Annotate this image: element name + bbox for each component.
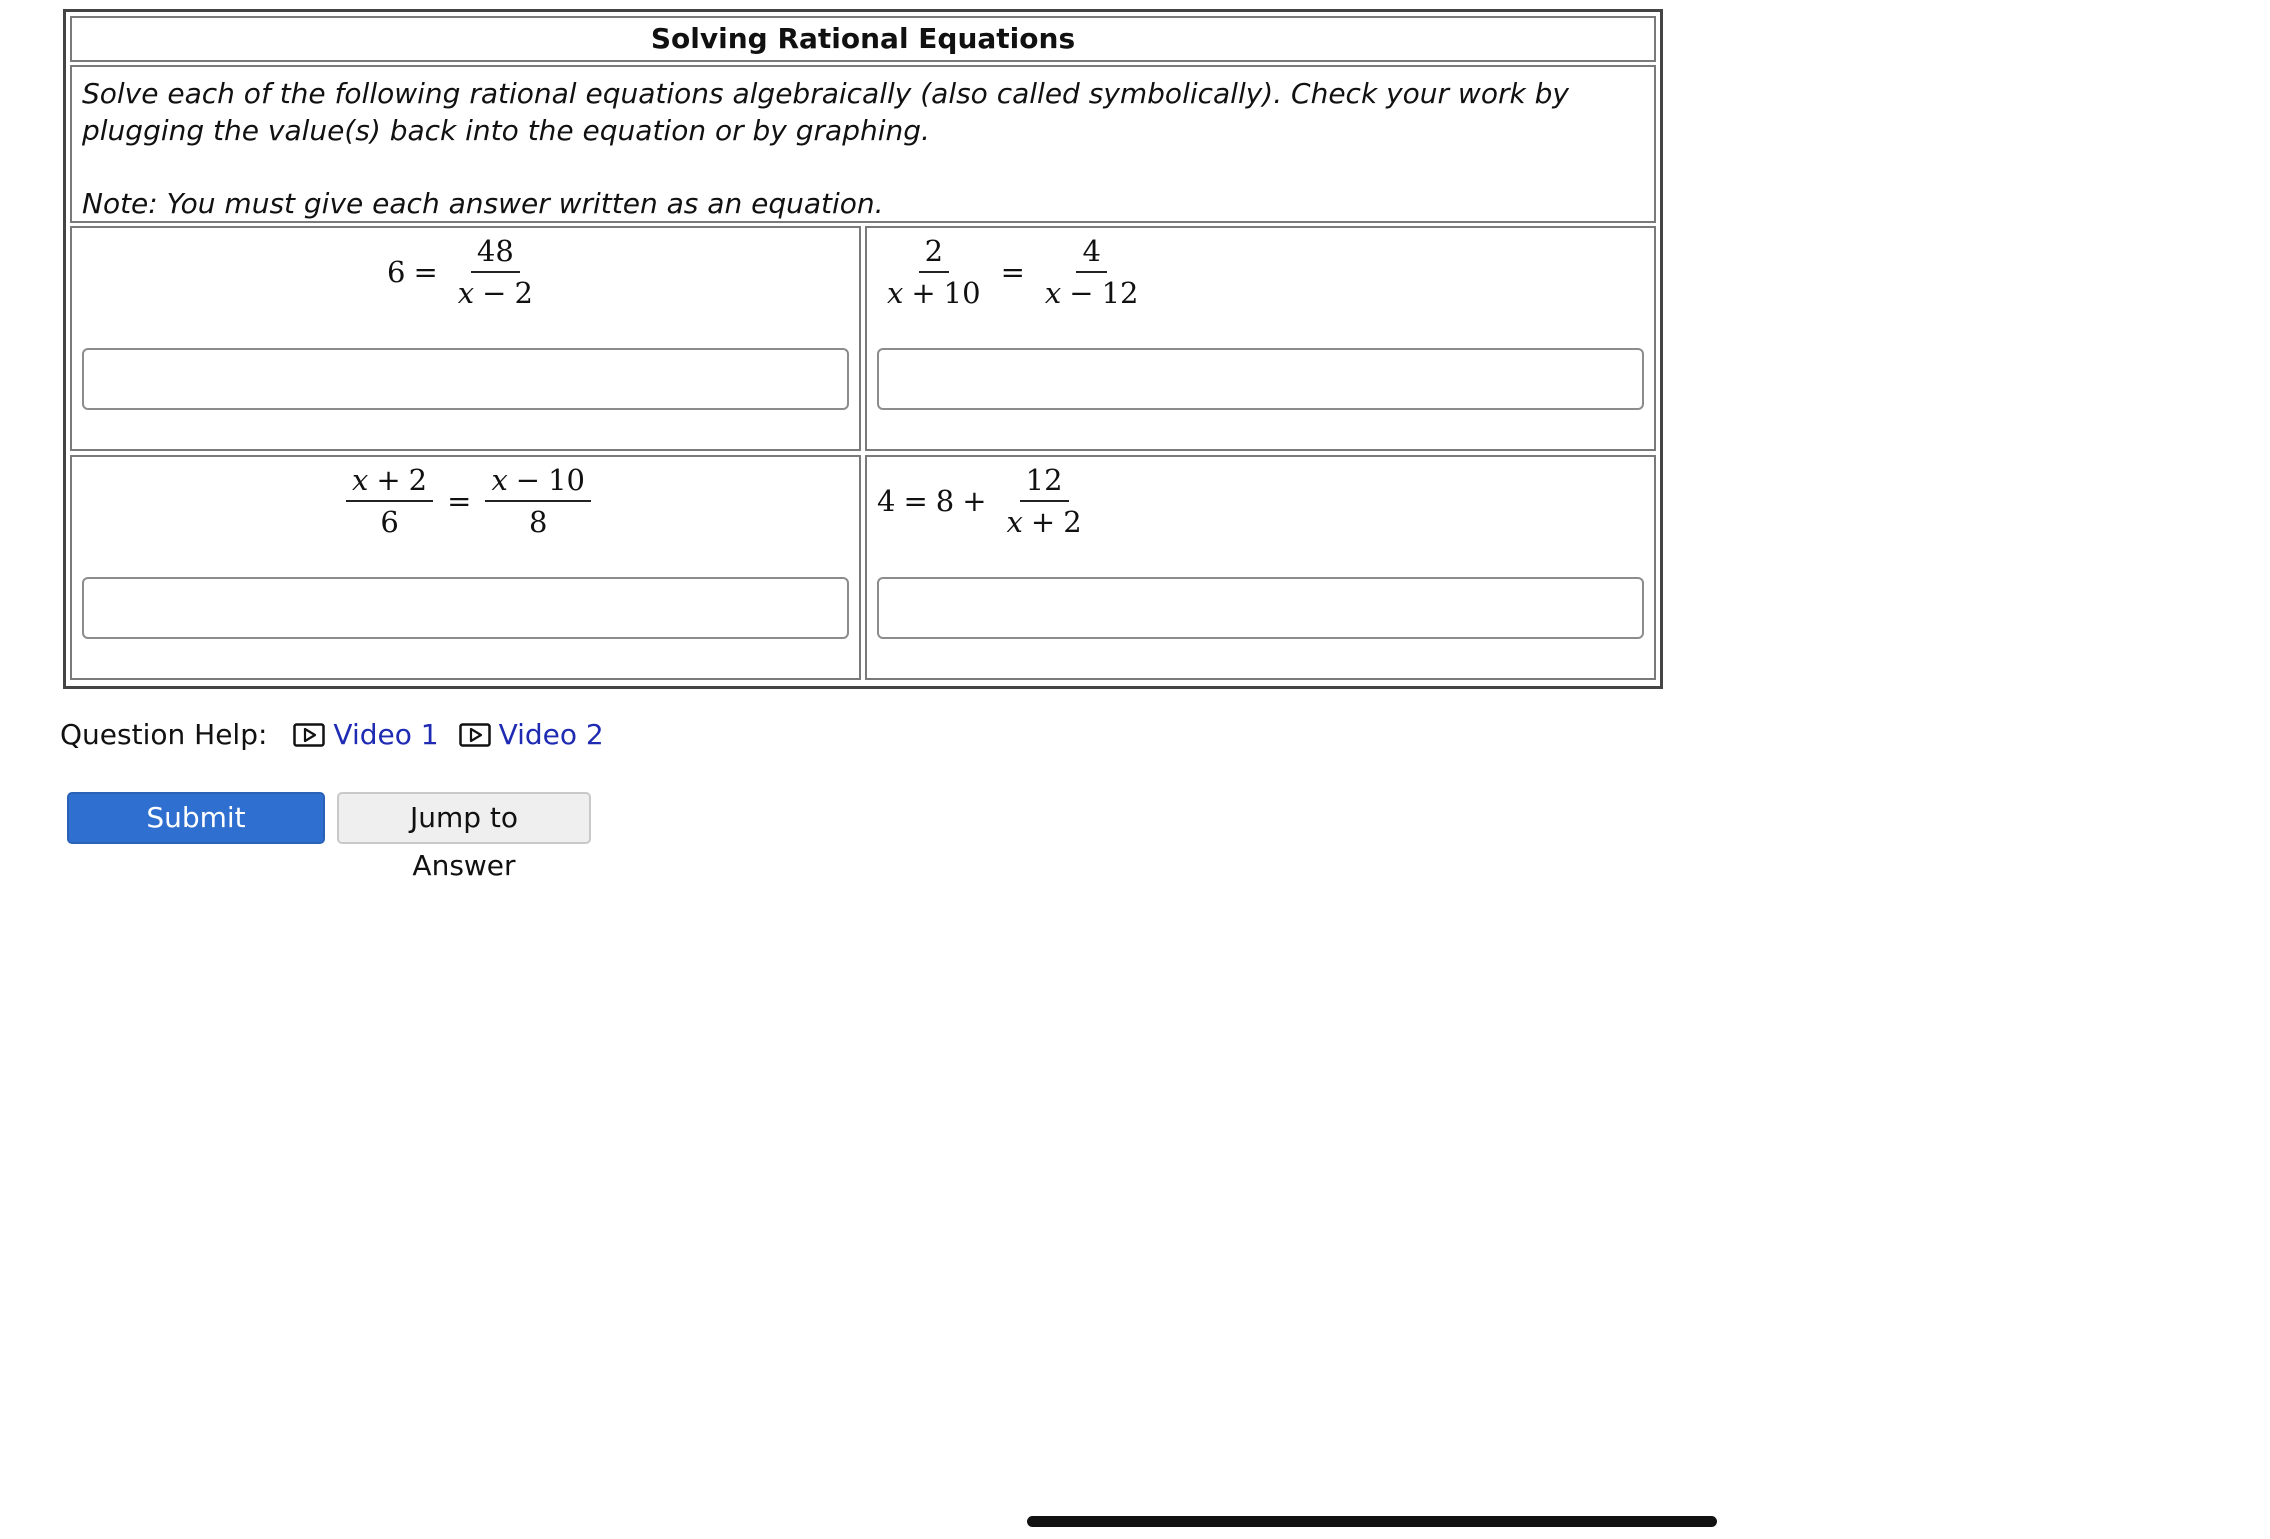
eq1-den-const: 2 xyxy=(514,276,533,310)
eq1-den-var: x xyxy=(457,276,475,310)
video-play-icon xyxy=(459,723,491,747)
eq2-right-den-var: x xyxy=(1044,276,1062,310)
equation-2 xyxy=(875,228,1150,316)
eq3-left-numerator xyxy=(346,464,433,502)
submit-question-button[interactable]: Submit Question xyxy=(67,792,325,844)
answer-input-2[interactable] xyxy=(877,348,1644,410)
eq2-left-den-const: 10 xyxy=(943,276,981,310)
answer-input-1[interactable] xyxy=(82,348,849,410)
equation-grid xyxy=(70,226,1656,680)
eq1-lhs: 6 xyxy=(387,255,406,289)
eq3-right-num-op: − xyxy=(515,463,541,497)
video-1-label[interactable]: Video 1 xyxy=(333,718,439,751)
video-2-label[interactable]: Video 2 xyxy=(498,718,604,751)
video-1-link[interactable] xyxy=(293,718,438,751)
eq4-den-const: 2 xyxy=(1063,505,1082,539)
eq4-plus: + xyxy=(962,484,987,518)
eq4-denominator xyxy=(1001,502,1088,538)
eq1-den-op: − xyxy=(482,276,507,310)
video-2-link[interactable] xyxy=(459,718,604,751)
home-indicator xyxy=(1027,1516,1717,1527)
equation-cell-4 xyxy=(865,455,1656,680)
eq2-left-den-var: x xyxy=(887,276,904,310)
eq3-left-fraction xyxy=(346,464,433,538)
eq3-equals: = xyxy=(447,484,472,518)
answer-input-4[interactable] xyxy=(877,577,1644,639)
answer-input-3[interactable] xyxy=(82,577,849,639)
eq4-lhs: 4 xyxy=(877,484,896,518)
eq2-equals: = xyxy=(1000,255,1025,289)
eq2-left-denominator xyxy=(881,273,987,309)
question-help-label: Question Help: xyxy=(60,718,268,751)
eq3-left-num-const: 2 xyxy=(408,463,428,497)
eq4-den-var: x xyxy=(1006,505,1023,539)
eq4-fraction xyxy=(1001,464,1088,538)
eq3-left-num-op: + xyxy=(376,463,401,497)
equation-cell-1 xyxy=(70,226,861,451)
eq2-right-denominator xyxy=(1039,273,1145,309)
eq4-den-op: + xyxy=(1030,505,1056,539)
instructions xyxy=(70,65,1656,223)
equation-1 xyxy=(387,228,545,316)
eq4-numerator: 12 xyxy=(1020,464,1069,502)
eq2-left-den-op: + xyxy=(911,276,936,310)
eq3-right-denominator: 8 xyxy=(529,505,548,539)
eq2-right-den-const: 12 xyxy=(1101,276,1139,310)
eq4-mid: 8 xyxy=(935,484,955,518)
eq1-numerator: 48 xyxy=(471,235,520,273)
eq3-right-fraction xyxy=(485,464,591,538)
problem-container xyxy=(63,9,1663,689)
video-play-icon xyxy=(293,723,325,747)
equation-cell-2 xyxy=(865,226,1656,451)
note-text: Note: You must give each answer written as an equation. xyxy=(82,187,884,220)
equation-cell-3 xyxy=(70,455,861,680)
eq3-right-num-var: x xyxy=(491,463,508,497)
equation-3 xyxy=(340,457,597,545)
eq3-right-num-const: 10 xyxy=(548,463,586,497)
eq3-left-denominator: 6 xyxy=(380,505,399,539)
eq2-left-numerator: 2 xyxy=(919,235,949,273)
eq1-equals: = xyxy=(413,255,438,289)
eq4-equals: = xyxy=(903,484,928,518)
eq1-denominator xyxy=(452,273,539,309)
eq2-left-fraction xyxy=(881,235,987,309)
instructions-text: Solve each of the following rational equations algebraically (also called symbolically). Check your work by plugging the value(s) back into the equation or by graphing. xyxy=(82,77,1569,147)
eq2-right-fraction xyxy=(1039,235,1145,309)
eq3-left-num-var: x xyxy=(352,463,369,497)
eq3-right-numerator xyxy=(485,464,591,502)
eq2-right-den-op: − xyxy=(1069,276,1094,310)
problem-title: Solving Rational Equations xyxy=(70,16,1656,62)
question-help xyxy=(60,718,624,751)
jump-to-answer-button[interactable]: Jump to Answer xyxy=(337,792,591,844)
equation-4 xyxy=(877,457,1094,545)
eq2-right-numerator: 4 xyxy=(1076,235,1106,273)
eq1-fraction xyxy=(452,235,539,309)
